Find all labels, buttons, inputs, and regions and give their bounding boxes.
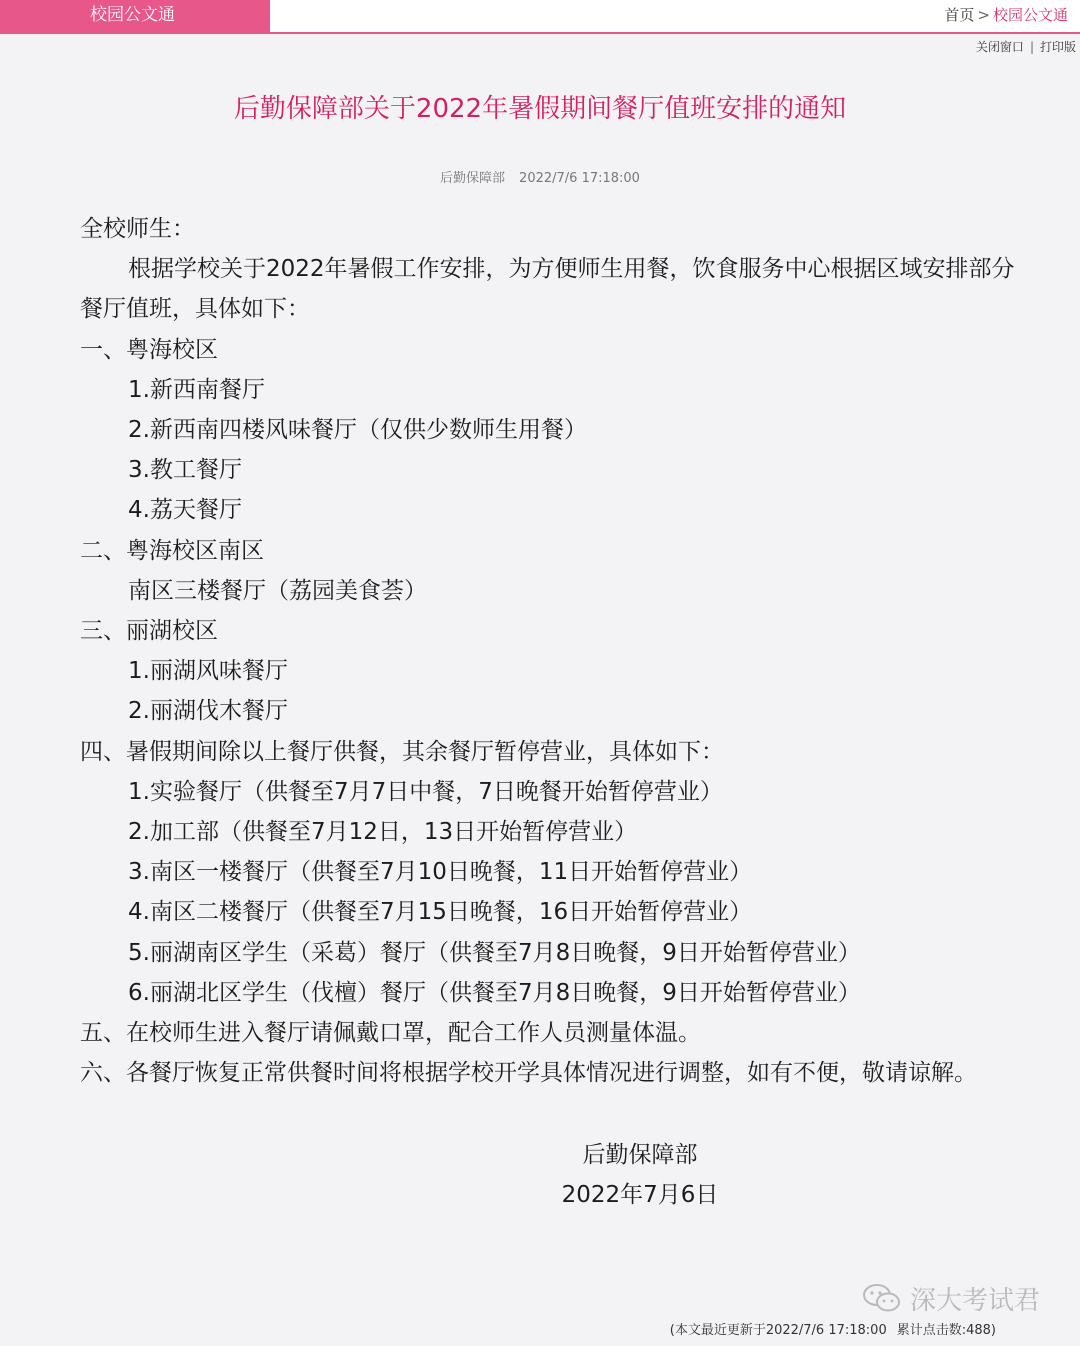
signature-date: 2022年7月6日 bbox=[561, 1182, 719, 1208]
signature-department: 后勤保障部 bbox=[582, 1142, 698, 1168]
signature-block bbox=[500, 1135, 780, 1215]
watermark bbox=[862, 1281, 1040, 1315]
article-paragraph: 二、粤海校区南区 bbox=[80, 537, 264, 564]
article-paragraph: 2.丽湖伐木餐厅 bbox=[128, 698, 288, 725]
wechat-icon bbox=[862, 1283, 902, 1313]
print-version-link[interactable]: 打印版 bbox=[1039, 40, 1076, 54]
watermark-text: 深大考试君 bbox=[910, 1285, 1041, 1316]
article-paragraph: 2.新西南四楼风味餐厅（仅供少数师生用餐） bbox=[128, 417, 587, 444]
toolbar bbox=[976, 38, 1076, 55]
article-paragraph: 南区三楼餐厅（荔园美食荟） bbox=[128, 577, 427, 604]
close-window-link[interactable]: 关闭窗口 bbox=[975, 40, 1024, 54]
article-paragraph: 一、粤海校区 bbox=[80, 336, 218, 363]
article-paragraph: 1.实验餐厅（供餐至7月7日中餐，7日晚餐开始暂停营业） bbox=[128, 778, 723, 805]
article-department: 后勤保障部 bbox=[440, 171, 506, 186]
article-paragraph: 2.加工部（供餐至7月12日，13日开始暂停营业） bbox=[128, 819, 638, 846]
click-count: 累计点击数:488) bbox=[896, 1323, 996, 1338]
brand-tab[interactable]: 校园公文通 bbox=[0, 0, 270, 32]
toolbar-divider: | bbox=[1029, 40, 1034, 54]
top-bar bbox=[0, 0, 1080, 34]
article-paragraph: 三、丽湖校区 bbox=[80, 618, 218, 645]
article-meta bbox=[0, 167, 1080, 186]
breadcrumb-home-link[interactable]: 首页 bbox=[944, 6, 975, 24]
article-title: 后勤保障部关于2022年暑假期间餐厅值班安排的通知 bbox=[233, 94, 847, 124]
article-datetime: 2022/7/6 17:18:00 bbox=[519, 171, 640, 186]
article-paragraph: 1.新西南餐厅 bbox=[128, 376, 265, 403]
article-paragraph: 4.南区二楼餐厅（供餐至7月15日晚餐，16日开始暂停营业） bbox=[128, 899, 753, 926]
breadcrumb-current-link[interactable]: 校园公文通 bbox=[992, 6, 1068, 24]
article-paragraph: 1.丽湖风味餐厅 bbox=[128, 658, 288, 685]
footer-info bbox=[670, 1319, 996, 1338]
article-paragraph: 六、各餐厅恢复正常供餐时间将根据学校开学具体情况进行调整，如有不便，敬请谅解。 bbox=[80, 1060, 977, 1087]
article-paragraph: 根据学校关于2022年暑假工作安排，为方便师生用餐，饮食服务中心根据区域安排部分餐厅值班，具体如下： bbox=[80, 256, 1015, 323]
last-updated: (本文最近更新于2022/7/6 17:18:00 bbox=[669, 1323, 887, 1338]
breadcrumb-separator: > bbox=[977, 6, 990, 24]
article-paragraph: 四、暑假期间除以上餐厅供餐，其余餐厅暂停营业，具体如下： bbox=[80, 738, 724, 765]
article-paragraph: 4.荔天餐厅 bbox=[128, 497, 242, 524]
article-body bbox=[80, 209, 1020, 1093]
article-paragraph: 3.教工餐厅 bbox=[128, 457, 242, 484]
breadcrumb bbox=[944, 0, 1068, 32]
article-paragraph: 3.南区一楼餐厅（供餐至7月10日晚餐，11日开始暂停营业） bbox=[128, 859, 753, 886]
article-paragraph: 五、在校师生进入餐厅请佩戴口罩，配合工作人员测量体温。 bbox=[80, 1020, 701, 1047]
article-paragraph: 5.丽湖南区学生（采葛）餐厅（供餐至7月8日晚餐，9日开始暂停营业） bbox=[128, 939, 861, 966]
article-paragraph: 6.丽湖北区学生（伐檀）餐厅（供餐至7月8日晚餐，9日开始暂停营业） bbox=[128, 979, 861, 1006]
article-paragraph: 全校师生： bbox=[80, 216, 195, 242]
